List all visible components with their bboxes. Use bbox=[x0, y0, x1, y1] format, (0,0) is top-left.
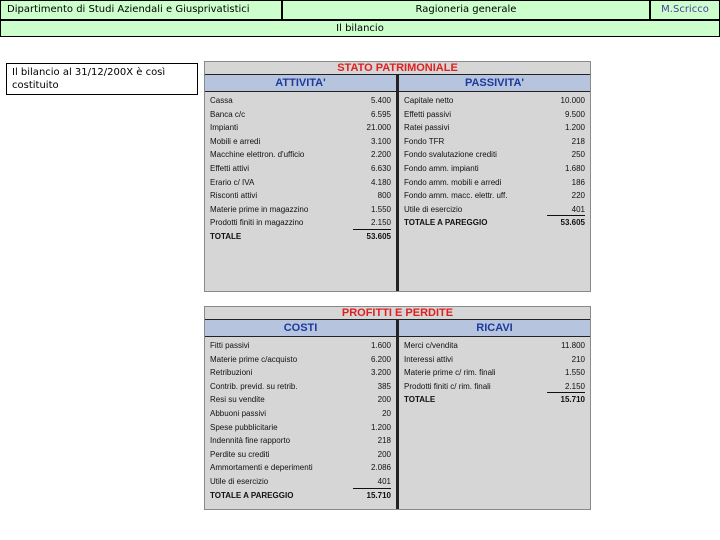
row-value: 6.630 bbox=[370, 163, 391, 173]
row-label: Materie prime c/ rim. finali bbox=[404, 368, 496, 378]
row-label: Utile di esercizio bbox=[210, 476, 269, 486]
row-value: 210 bbox=[571, 354, 585, 364]
total-row bbox=[210, 489, 391, 503]
ricavi-column bbox=[398, 319, 590, 509]
row-value: 800 bbox=[377, 191, 391, 201]
row-value: 6.595 bbox=[370, 109, 391, 119]
table-row bbox=[404, 176, 585, 190]
row-label: Fondo TFR bbox=[404, 136, 445, 146]
row-value: 4.180 bbox=[370, 177, 391, 187]
table-row bbox=[210, 366, 391, 380]
row-value: 218 bbox=[377, 436, 391, 446]
table-row bbox=[404, 189, 585, 203]
row-label: Cassa bbox=[210, 96, 233, 105]
row-value: 385 bbox=[377, 381, 391, 391]
row-value: 401 bbox=[353, 475, 391, 489]
total-label: TOTALE bbox=[404, 395, 436, 405]
total-row bbox=[210, 230, 391, 244]
table-row bbox=[210, 148, 391, 162]
profitti-perdite-table bbox=[204, 306, 591, 510]
row-value: 1.600 bbox=[370, 341, 391, 350]
table-row bbox=[210, 176, 391, 190]
costi-rows bbox=[205, 337, 396, 502]
row-value: 1.680 bbox=[564, 163, 585, 173]
row-value: 1.200 bbox=[564, 123, 585, 133]
header-department: Dipartimento di Studi Aziendali e Giusprivatistici bbox=[0, 0, 282, 20]
row-label: Fondo amm. impianti bbox=[404, 163, 479, 173]
total-label: TOTALE A PAREGGIO bbox=[404, 218, 488, 228]
table-row bbox=[404, 353, 585, 367]
table-row bbox=[210, 203, 391, 217]
row-value: 2.086 bbox=[370, 463, 391, 473]
row-label: Macchine elettron. d'ufficio bbox=[210, 150, 305, 160]
table-row bbox=[210, 121, 391, 135]
row-value: 5.400 bbox=[370, 96, 391, 105]
table-row bbox=[210, 162, 391, 176]
total-row bbox=[404, 216, 585, 230]
row-label: Prodotti finiti c/ rim. finali bbox=[404, 381, 491, 391]
row-value: 220 bbox=[571, 191, 585, 201]
profitti-perdite-title: PROFITTI E PERDITE bbox=[341, 307, 454, 319]
table-row bbox=[210, 108, 391, 122]
costi-header: COSTI bbox=[205, 319, 396, 337]
attivita-header: ATTIVITA' bbox=[205, 74, 396, 92]
table-row bbox=[404, 366, 585, 380]
row-value: 20 bbox=[382, 408, 391, 418]
row-value: 9.500 bbox=[564, 109, 585, 119]
row-label: Perdite su crediti bbox=[210, 449, 270, 459]
stato-patrimoniale-table bbox=[204, 61, 591, 292]
row-label: Merci c/vendita bbox=[404, 341, 458, 350]
row-label: Spese pubblicitarie bbox=[210, 422, 278, 432]
row-label: Indennità fine rapporto bbox=[210, 436, 291, 446]
stato-patrimoniale-title: STATO PATRIMONIALE bbox=[337, 62, 458, 74]
attivita-column bbox=[205, 74, 398, 291]
header-course-title: Ragioneria generale bbox=[282, 0, 650, 20]
row-label: Ammortamenti e deperimenti bbox=[210, 463, 313, 473]
passivita-header: PASSIVITA' bbox=[399, 74, 590, 92]
row-label: Utile di esercizio bbox=[404, 204, 463, 214]
row-label: Interessi attivi bbox=[404, 354, 453, 364]
row-label: Effetti passivi bbox=[404, 109, 451, 119]
row-label: Fitti passivi bbox=[210, 341, 250, 350]
table-row bbox=[210, 380, 391, 394]
row-label: Fondo svalutazione crediti bbox=[404, 150, 497, 160]
row-label: Resi su vendite bbox=[210, 395, 265, 405]
row-value: 2.150 bbox=[547, 380, 585, 394]
table-row bbox=[210, 94, 391, 108]
row-value: 6.200 bbox=[370, 354, 391, 364]
table-row bbox=[404, 94, 585, 108]
row-value: 21.000 bbox=[366, 123, 391, 133]
row-value: 2.200 bbox=[370, 150, 391, 160]
row-label: Capitale netto bbox=[404, 96, 454, 105]
table-row bbox=[210, 189, 391, 203]
row-value: 200 bbox=[377, 449, 391, 459]
table-row bbox=[210, 216, 391, 230]
row-label: Materie prime c/acquisto bbox=[210, 354, 298, 364]
total-value: 53.605 bbox=[560, 218, 585, 228]
caption-box: Il bilancio al 31/12/200X è così costituito bbox=[6, 63, 198, 95]
table-row bbox=[210, 461, 391, 475]
row-label: Effetti attivi bbox=[210, 163, 249, 173]
table-row bbox=[210, 448, 391, 462]
total-value: 15.710 bbox=[366, 490, 391, 500]
row-value: 401 bbox=[547, 203, 585, 217]
row-value: 1.200 bbox=[370, 422, 391, 432]
row-label: Erario c/ IVA bbox=[210, 177, 255, 187]
slide-title: Il bilancio bbox=[0, 20, 720, 37]
row-label: Banca c/c bbox=[210, 109, 246, 119]
table-row bbox=[404, 121, 585, 135]
table-row bbox=[210, 393, 391, 407]
row-label: Abbuoni passivi bbox=[210, 408, 267, 418]
table-row bbox=[404, 203, 585, 217]
row-label: Materie prime in magazzino bbox=[210, 204, 309, 214]
row-value: 200 bbox=[377, 395, 391, 405]
total-label: TOTALE bbox=[210, 231, 242, 241]
table-row bbox=[210, 434, 391, 448]
passivita-rows bbox=[399, 92, 590, 230]
row-label: Mobili e arredi bbox=[210, 136, 261, 146]
row-label: Risconti attivi bbox=[210, 191, 258, 201]
table-row bbox=[210, 475, 391, 489]
passivita-column bbox=[398, 74, 590, 291]
table-row bbox=[404, 148, 585, 162]
table-row bbox=[210, 407, 391, 421]
table-row bbox=[210, 421, 391, 435]
row-value: 186 bbox=[571, 177, 585, 187]
row-label: Impianti bbox=[210, 123, 239, 133]
total-value: 53.605 bbox=[366, 231, 391, 241]
total-row bbox=[404, 393, 585, 407]
ricavi-rows bbox=[399, 337, 590, 407]
row-value: 1.550 bbox=[370, 204, 391, 214]
total-label: TOTALE A PAREGGIO bbox=[210, 490, 294, 500]
row-label: Fondo amm. mobili e arredi bbox=[404, 177, 502, 187]
row-value: 10.000 bbox=[560, 96, 585, 105]
row-value: 218 bbox=[571, 136, 585, 146]
table-row bbox=[404, 135, 585, 149]
row-value: 11.800 bbox=[561, 341, 585, 350]
table-row bbox=[404, 339, 585, 353]
row-label: Contrib. previd. su retrib. bbox=[210, 381, 298, 391]
row-value: 2.150 bbox=[353, 216, 391, 230]
row-value: 1.550 bbox=[564, 368, 585, 378]
table-row bbox=[404, 162, 585, 176]
table-row bbox=[210, 339, 391, 353]
table-row bbox=[404, 380, 585, 394]
row-value: 3.200 bbox=[370, 368, 391, 378]
row-label: Ratei passivi bbox=[404, 123, 450, 133]
table-row bbox=[210, 353, 391, 367]
costi-column bbox=[205, 319, 398, 509]
ricavi-header: RICAVI bbox=[399, 319, 590, 337]
header-author: M.Scricco bbox=[650, 0, 720, 20]
attivita-rows bbox=[205, 92, 396, 244]
row-label: Retribuzioni bbox=[210, 368, 253, 378]
table-row bbox=[210, 135, 391, 149]
row-value: 3.100 bbox=[370, 136, 391, 146]
row-label: Fondo amm. macc. elettr. uff. bbox=[404, 191, 508, 201]
row-value: 250 bbox=[571, 150, 585, 160]
row-label: Prodotti finiti in magazzino bbox=[210, 218, 304, 228]
total-value: 15.710 bbox=[560, 395, 585, 405]
table-row bbox=[404, 108, 585, 122]
